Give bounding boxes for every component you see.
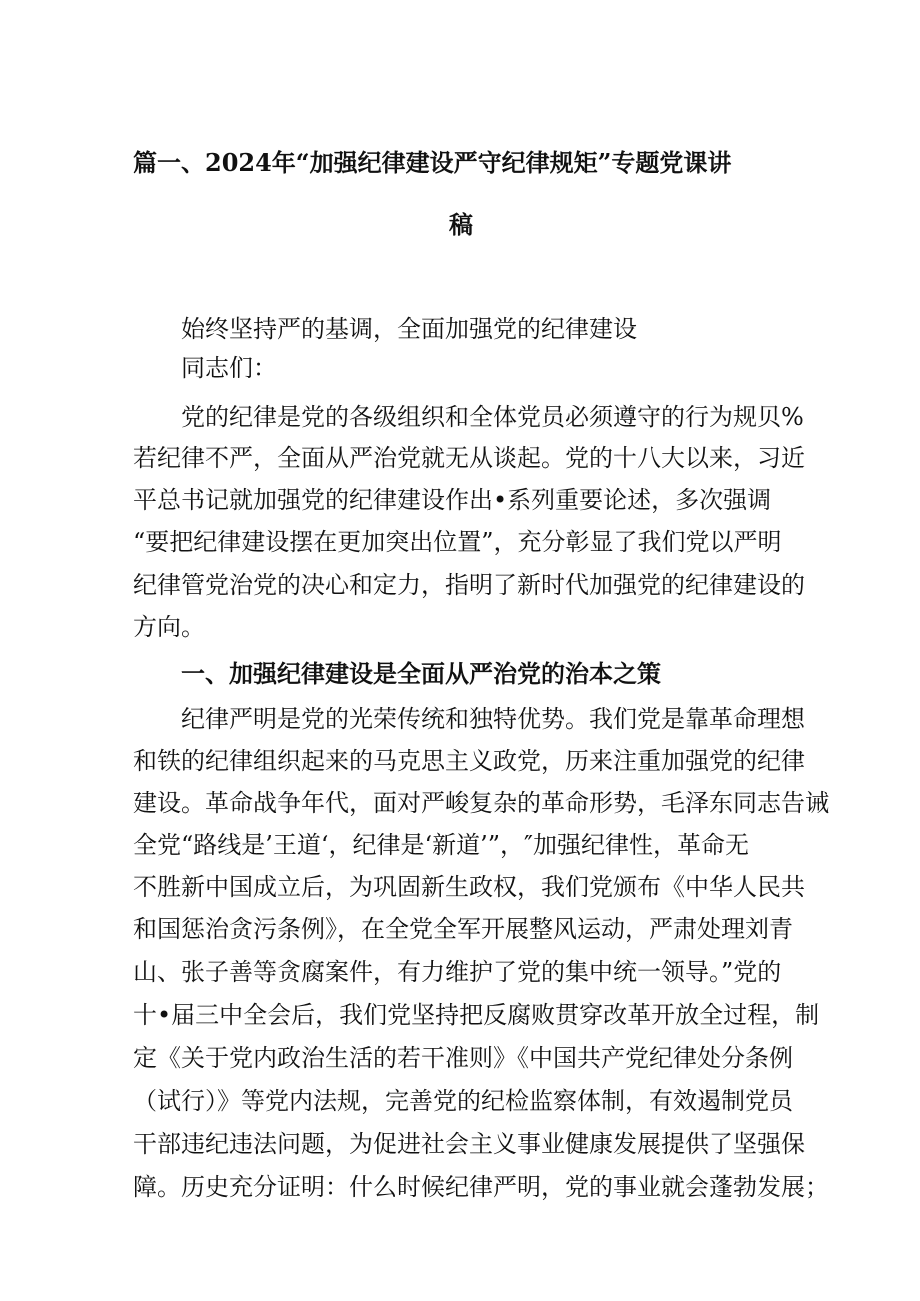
paragraph-line: 纪律管党治党的决心和定力，指明了新时代加强党的纪律建设的 <box>133 571 805 599</box>
paragraph-line: 不胜新中国成立后，为巩固新生政权，我们党颁布《中华人民共 <box>133 873 805 901</box>
paragraph-line: 方向。 <box>133 613 205 641</box>
subtitle: 始终坚持严的基调，全面加强党的纪律建设 <box>181 315 637 343</box>
salutation: 同志们： <box>181 354 277 382</box>
paragraph-line: 障。历史充分证明：什么时候纪律严明，党的事业就会蓬勃发展； <box>133 1173 829 1201</box>
section-1-heading: 一、加强纪律建设是全面从严治党的治本之策 <box>181 659 661 688</box>
paragraph-line: 十•届三中全会后，我们党坚持把反腐败贯穿改革开放全过程，制 <box>133 1001 820 1029</box>
paragraph-line: 若纪律不严，全面从严治党就无从谈起。党的十八大以来，习近 <box>133 444 805 472</box>
paragraph-line: 党的纪律是党的各级组织和全体党员必须遵守的行为规贝% <box>181 403 804 431</box>
paragraph-line: （试行）》等党内法规，完善党的纪检监察体制，有效遏制党员 <box>133 1087 793 1115</box>
paragraph-line: 山、张子善等贪腐案件，有力维护了党的集中统一领导。”党的 <box>133 958 782 986</box>
paragraph-line: 和铁的纪律组织起来的马克思主义政党，历来注重加强党的纪律 <box>133 747 805 775</box>
paragraph-line: 干部违纪违法问题，为促进社会主义事业健康发展提供了坚强保 <box>133 1130 805 1158</box>
document-title-line-1: 篇一、2024年“加强纪律建设严守纪律规矩”专题党课讲 <box>133 148 732 177</box>
paragraph-line: 纪律严明是党的光荣传统和独特优势。我们党是靠革命理想 <box>181 705 805 733</box>
paragraph-line: “要把纪律建设摆在更加突出位置”，充分彰显了我们党以严明 <box>133 528 782 556</box>
paragraph-line: 建设。革命战争年代，面对严峻复杂的革命形势，毛泽东同志告诫 <box>133 789 829 817</box>
document-title-line-2: 稿 <box>449 210 473 239</box>
paragraph-line: 和国惩治贪污条例》，在全党全军开展整风运动，严肃处理刘青 <box>133 915 793 943</box>
paragraph-line: 平总书记就加强党的纪律建设作出•系列重要论述，多次强调 <box>133 486 772 514</box>
paragraph-line: 全党“路线是’王道‘，纪律是‘新道’”，″加强纪律性，革命无 <box>133 831 750 859</box>
paragraph-line: 定《关于党内政治生活的若干准则》《中国共产党纪律处分条例 <box>133 1044 793 1072</box>
